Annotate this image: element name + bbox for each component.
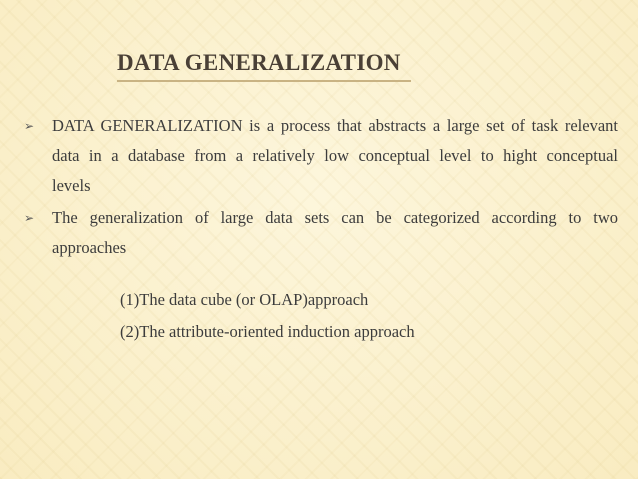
- title-underline: [117, 80, 411, 82]
- bullet-item: [22, 111, 618, 201]
- arrow-bullet-icon: ➢: [24, 211, 35, 225]
- sub-item-list: [120, 284, 415, 348]
- bullet-item: [22, 203, 618, 263]
- sub-item: (2)The attribute-oriented induction approach: [120, 322, 415, 341]
- bullet-list: [22, 111, 618, 265]
- slide-title: DATA GENERALIZATION: [117, 50, 401, 75]
- bullet-text: DATA GENERALIZATION is a process that abstracts a large set of task relevant data in a database from a relatively low conceptual level to hight conceptual levels: [52, 116, 618, 195]
- sub-item: (1)The data cube (or OLAP)approach: [120, 290, 369, 309]
- arrow-bullet-icon: ➢: [24, 119, 35, 133]
- bullet-text: The generalization of large data sets can be categorized according to two approaches: [52, 208, 618, 257]
